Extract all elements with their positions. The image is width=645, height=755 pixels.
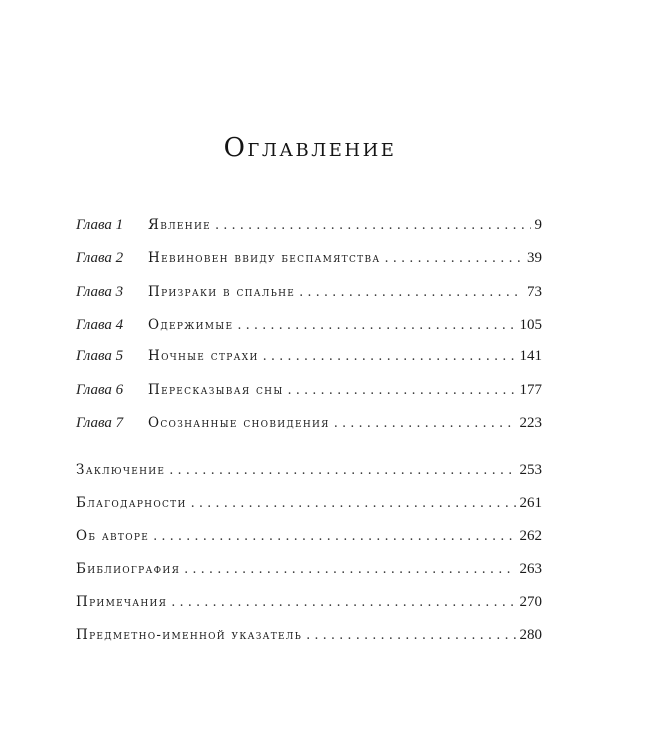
toc-entry-index[interactable] — [76, 625, 542, 645]
toc-entry-chapter-1[interactable] — [76, 215, 542, 235]
dot-leader — [299, 283, 523, 303]
chapter-prefix: Глава 6 — [76, 382, 124, 398]
entry-label: Ночные страхи — [148, 348, 259, 364]
dot-leader — [184, 560, 515, 580]
chapter-prefix: Глава 4 — [76, 317, 124, 333]
chapter-prefix: Глава 2 — [76, 250, 124, 266]
page-number: 270 — [519, 594, 542, 610]
dot-leader — [237, 316, 515, 336]
page-number: 253 — [519, 462, 542, 478]
dot-leader — [306, 626, 515, 646]
page-number: 261 — [519, 495, 542, 511]
page-number: 105 — [519, 317, 542, 333]
chapter-prefix: Глава 7 — [76, 415, 124, 431]
entry-label: Библиография — [76, 561, 181, 577]
dot-leader — [263, 347, 516, 367]
entry-label: Пересказывая сны — [148, 382, 284, 398]
dot-leader — [287, 381, 515, 401]
toc-entry-chapter-5[interactable] — [76, 346, 542, 366]
toc-entry-bibliography[interactable] — [76, 559, 542, 579]
dot-leader — [215, 216, 531, 236]
page-number: 263 — [519, 561, 542, 577]
toc-entry-acknowledgements[interactable] — [76, 493, 542, 513]
toc-entry-chapter-6[interactable] — [76, 380, 542, 400]
entry-label: Явление — [148, 217, 211, 233]
entry-label: Примечания — [76, 594, 168, 610]
page-number: 73 — [527, 284, 542, 300]
page-number: 280 — [519, 627, 542, 643]
page-title: Оглавление — [223, 133, 397, 163]
chapter-prefix: Глава 5 — [76, 348, 124, 364]
chapter-prefix: Глава 3 — [76, 284, 124, 300]
entry-label: Благодарности — [76, 495, 187, 511]
page-number: 262 — [519, 528, 542, 544]
entry-label: Осознанные сновидения — [148, 415, 330, 431]
toc-entry-conclusion[interactable] — [76, 460, 542, 480]
toc-entry-notes[interactable] — [76, 592, 542, 612]
dot-leader — [384, 249, 523, 269]
entry-label: Предметно-именной указатель — [76, 627, 303, 643]
toc-entry-chapter-7[interactable] — [76, 413, 542, 433]
dot-leader — [171, 593, 515, 613]
dot-leader — [169, 461, 515, 481]
page-number: 141 — [519, 348, 542, 364]
dot-leader — [334, 414, 516, 434]
entry-label: Невиновен ввиду беспамятства — [148, 250, 381, 266]
entry-label: Одержимые — [148, 317, 234, 333]
entry-label: Заключение — [76, 462, 166, 478]
toc-entry-chapter-3[interactable] — [76, 282, 542, 302]
chapter-prefix: Глава 1 — [76, 217, 124, 233]
toc-entry-chapter-2[interactable] — [76, 248, 542, 268]
entry-label: Призраки в спальне — [148, 284, 296, 300]
page-number: 39 — [527, 250, 542, 266]
toc-entry-chapter-4[interactable] — [76, 315, 542, 335]
dot-leader — [153, 527, 515, 547]
page-number: 177 — [519, 382, 542, 398]
entry-label: Об авторе — [76, 528, 150, 544]
page-number: 9 — [534, 217, 542, 233]
toc-entry-about-author[interactable] — [76, 526, 542, 546]
page-number: 223 — [519, 415, 542, 431]
dot-leader — [191, 494, 516, 514]
